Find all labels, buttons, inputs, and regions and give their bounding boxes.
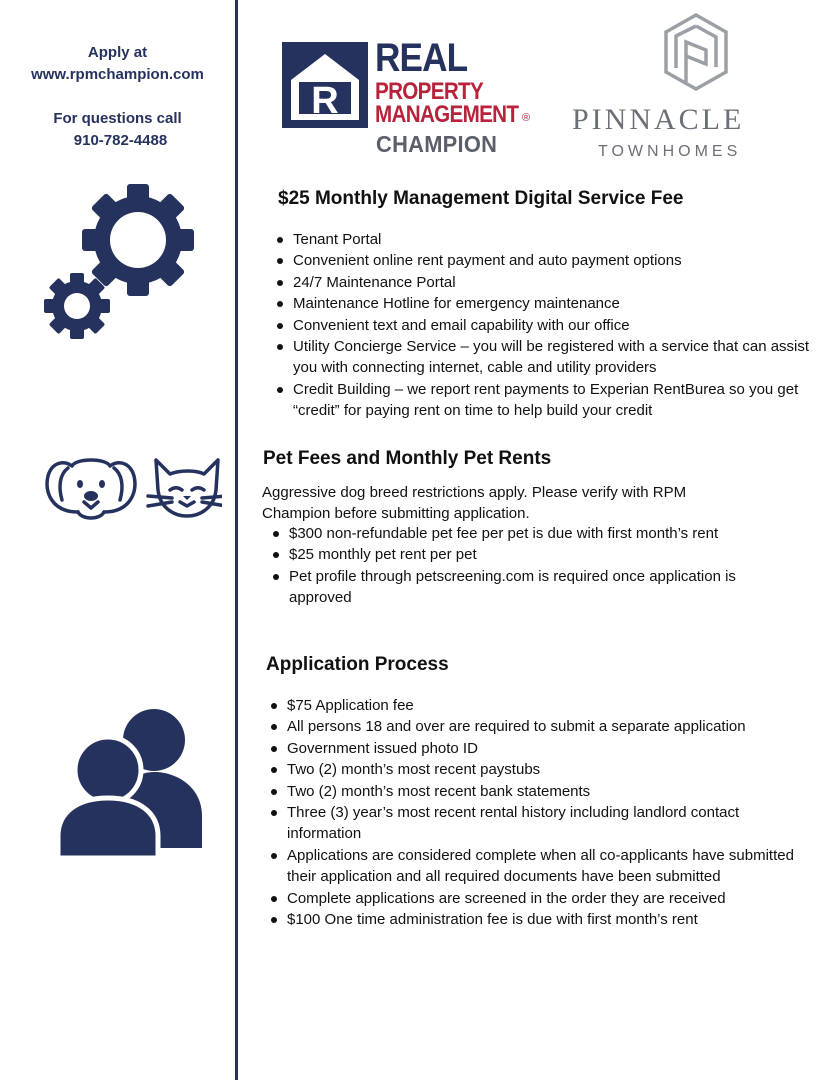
list-item: Three (3) year’s most recent rental history including landlord contact information xyxy=(270,802,800,845)
list-item: Two (2) month’s most recent bank statements xyxy=(270,781,800,802)
rpm-word-management: MANAGEMENT xyxy=(375,101,519,128)
list-item: Pet profile through petscreening.com is required once application is approved xyxy=(272,566,792,609)
application-process-title: Application Process xyxy=(266,654,449,675)
pet-restriction-note: Aggressive dog breed restrictions apply. Please verify with RPM Champion before submitting application. xyxy=(262,484,687,523)
list-item: 24/7 Maintenance Portal xyxy=(276,272,816,293)
service-fee-list xyxy=(276,229,816,422)
application-process-list xyxy=(270,695,800,930)
rpm-word-property: PROPERTY xyxy=(375,78,484,105)
list-item: Convenient online rent payment and auto payment options xyxy=(276,250,816,271)
list-item: Complete applications are screened in the order they are received xyxy=(270,888,800,909)
website-link[interactable]: www.rpmchampion.com xyxy=(31,66,204,83)
list-item: Convenient text and email capability with our office xyxy=(276,315,816,336)
rpm-word-real: REAL xyxy=(375,36,468,80)
dog-cat-icon xyxy=(40,452,222,524)
list-item: All persons 18 and over are required to submit a separate application xyxy=(270,716,800,737)
list-item: Utility Concierge Service – you will be registered with a service that can assist you with connecting internet, cable and utility providers xyxy=(276,336,816,379)
service-fee-title: $25 Monthly Management Digital Service Fee xyxy=(278,188,684,209)
gears-icon xyxy=(40,182,200,342)
list-item: $25 monthly pet rent per pet xyxy=(272,544,792,565)
contact-block xyxy=(0,42,235,152)
list-item: Credit Building – we report rent payments to Experian RentBurea so you get “credit” for paying rent on time to help build your credit xyxy=(276,379,816,422)
apply-label: Apply at xyxy=(87,44,148,61)
rpm-house-icon xyxy=(282,42,368,128)
pinnacle-name: PINNACLE xyxy=(572,103,745,136)
phone-number[interactable]: 910-782-4488 xyxy=(73,132,168,149)
list-item: Applications are considered complete when all co-applicants have submitted their application and all required documents have been submitted xyxy=(270,845,800,888)
rpm-mark-letter: R xyxy=(311,80,339,122)
list-item: $300 non-refundable pet fee per pet is due with first month’s rent xyxy=(272,523,792,544)
pet-fees-title: Pet Fees and Monthly Pet Rents xyxy=(263,448,552,469)
sidebar-divider xyxy=(235,0,238,1080)
pet-fees-list xyxy=(272,523,792,609)
people-icon xyxy=(56,708,206,858)
rpm-champion-logo xyxy=(282,36,542,160)
list-item: $100 One time administration fee is due with first month’s rent xyxy=(270,909,800,930)
pinnacle-subtitle: TOWNHOMES xyxy=(598,143,742,160)
list-item: Maintenance Hotline for emergency maintenance xyxy=(276,293,816,314)
pinnacle-logo-icon xyxy=(662,12,730,92)
questions-label: For questions call xyxy=(53,110,182,127)
registered-mark: ® xyxy=(522,112,531,124)
list-item: Two (2) month’s most recent paystubs xyxy=(270,759,800,780)
list-item: Tenant Portal xyxy=(276,229,816,250)
list-item: Government issued photo ID xyxy=(270,738,800,759)
list-item: $75 Application fee xyxy=(270,695,800,716)
rpm-word-champion: CHAMPION xyxy=(376,131,498,157)
